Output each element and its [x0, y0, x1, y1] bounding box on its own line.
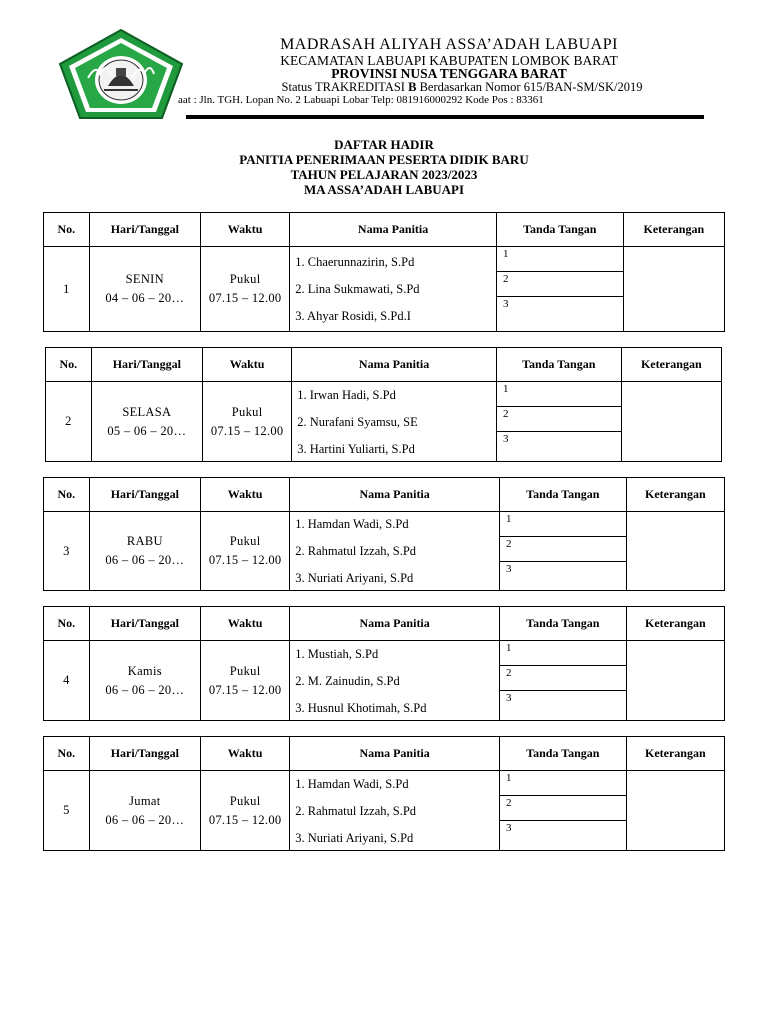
names-cell	[292, 382, 497, 462]
district-line: KECAMATAN LABUAPI KABUPATEN LOMBOK BARAT	[280, 53, 618, 68]
doc-title: DAFTAR HADIR	[334, 137, 434, 152]
time-range: 07.15 – 12.00	[208, 682, 282, 697]
signature-box[interactable]: 3	[502, 298, 509, 310]
time-label: Pukul	[229, 272, 261, 286]
province-line: PROVINSI NUSA TENGGARA BARAT	[331, 66, 567, 81]
col-note-header: Keterangan	[621, 348, 721, 382]
signature-box[interactable]: 3	[502, 433, 509, 445]
signature-cell	[500, 771, 627, 851]
row-number: 5	[44, 771, 90, 851]
col-day-header: Hari/Tanggal	[91, 348, 202, 382]
time-cell	[201, 771, 290, 851]
doc-year: TAHUN PELAJARAN 2023/2023	[290, 167, 478, 182]
committee-member: 2. Lina Sukmawati, S.Pd	[295, 282, 420, 296]
time-cell	[201, 247, 290, 332]
time-range: 07.15 – 12.00	[208, 812, 282, 827]
accreditation-line	[0, 80, 768, 95]
row-number: 2	[46, 382, 92, 462]
committee-member: 3. Ahyar Rosidi, S.Pd.I	[295, 309, 411, 323]
col-day-header: Hari/Tanggal	[89, 213, 200, 247]
signature-box[interactable]: 2	[500, 537, 626, 562]
col-name-header: Nama Panitia	[290, 607, 500, 641]
day-name: SENIN	[125, 272, 164, 286]
col-day-header: Hari/Tanggal	[89, 478, 200, 512]
col-note-header: Keterangan	[626, 607, 724, 641]
table-row	[44, 247, 725, 332]
note-cell[interactable]	[626, 641, 724, 721]
signature-box[interactable]: 3	[506, 692, 512, 704]
committee-member: 1. Mustiah, S.Pd	[295, 646, 379, 661]
accreditation-prefix: Status TRAKREDITASI	[281, 80, 409, 94]
accreditation-suffix: Berdasarkan Nomor 615/BAN-SM/SK/2019	[416, 80, 643, 94]
col-day-header: Hari/Tanggal	[89, 737, 200, 771]
time-cell	[201, 641, 290, 721]
day-date: 06 – 06 – 20…	[105, 553, 185, 567]
note-cell[interactable]	[626, 771, 724, 851]
col-note-header: Keterangan	[626, 737, 724, 771]
day-cell	[89, 512, 200, 591]
note-cell[interactable]	[626, 512, 724, 591]
committee-member: 3. Nuriati Ariyani, S.Pd	[295, 571, 414, 585]
attendance-table-4	[43, 606, 725, 721]
signature-cell	[500, 512, 627, 591]
signature-box[interactable]: 3	[506, 822, 512, 834]
col-name-header: Nama Panitia	[290, 737, 500, 771]
col-name-header: Nama Panitia	[290, 213, 497, 247]
time-range: 07.15 – 12.00	[208, 553, 282, 567]
col-no-header: No.	[44, 478, 90, 512]
row-number: 1	[44, 247, 90, 332]
day-date: 04 – 06 – 20…	[105, 291, 185, 305]
table-row	[44, 771, 725, 851]
day-date: 06 – 06 – 20…	[105, 682, 185, 697]
names-cell	[290, 641, 500, 721]
col-time-header: Waktu	[203, 348, 292, 382]
day-cell	[89, 771, 200, 851]
signature-box[interactable]: 2	[497, 407, 621, 432]
committee-member: 1. Hamdan Wadi, S.Pd	[295, 517, 409, 531]
address-line: aat : Jln. TGH. Lopan No. 2 Labuapi Lobar Telp: 081916000292 Kode Pos : 83361	[178, 94, 544, 106]
signature-box[interactable]: 3	[506, 563, 512, 575]
signature-cell	[496, 382, 621, 462]
col-no-header: No.	[44, 737, 90, 771]
committee-member: 1. Irwan Hadi, S.Pd	[297, 387, 396, 402]
row-number: 3	[44, 512, 90, 591]
col-day-header: Hari/Tanggal	[89, 607, 200, 641]
time-cell	[201, 512, 290, 591]
table-row	[44, 641, 725, 721]
table-row	[46, 382, 722, 462]
accreditation-grade: B	[408, 80, 417, 94]
time-range: 07.15 – 12.00	[208, 291, 282, 305]
signature-box[interactable]: 1	[497, 247, 623, 272]
day-cell	[89, 641, 200, 721]
col-sign-header: Tanda Tangan	[496, 348, 621, 382]
committee-member: 3. Nuriati Ariyani, S.Pd	[295, 830, 414, 845]
signature-cell	[496, 247, 623, 332]
col-sign-header: Tanda Tangan	[496, 213, 623, 247]
committee-member: 3. Hartini Yuliarti, S.Pd	[297, 441, 415, 456]
attendance-table-1	[43, 212, 725, 332]
time-range: 07.15 – 12.00	[210, 423, 284, 438]
time-cell	[203, 382, 292, 462]
day-date: 05 – 06 – 20…	[107, 423, 187, 438]
signature-box[interactable]: 2	[497, 272, 623, 297]
day-cell	[89, 247, 200, 332]
attendance-table-3	[43, 477, 725, 591]
names-cell	[290, 247, 497, 332]
committee-member: 2. Nurafani Syamsu, SE	[297, 414, 418, 429]
signature-box[interactable]: 2	[500, 796, 626, 821]
col-time-header: Waktu	[201, 607, 290, 641]
day-date: 06 – 06 – 20…	[105, 812, 185, 827]
day-name: Kamis	[127, 663, 162, 678]
school-name: MADRASAH ALIYAH ASSA’ADAH LABUAPI	[280, 36, 618, 53]
names-cell	[290, 512, 500, 591]
time-label: Pukul	[229, 663, 261, 678]
doc-subtitle: PANITIA PENERIMAAN PESERTA DIDIK BARU	[239, 152, 529, 167]
col-no-header: No.	[44, 607, 90, 641]
time-label: Pukul	[229, 793, 261, 808]
col-sign-header: Tanda Tangan	[500, 607, 627, 641]
col-name-header: Nama Panitia	[292, 348, 497, 382]
col-no-header: No.	[46, 348, 92, 382]
day-name: SELASA	[122, 404, 172, 419]
col-note-header: Keterangan	[623, 213, 724, 247]
doc-school: MA ASSA’ADAH LABUAPI	[303, 182, 465, 197]
committee-member: 2. M. Zainudin, S.Pd	[295, 673, 400, 688]
col-sign-header: Tanda Tangan	[500, 478, 627, 512]
signature-box[interactable]: 1	[500, 512, 626, 537]
col-no-header: No.	[44, 213, 90, 247]
col-time-header: Waktu	[201, 478, 290, 512]
letterhead-rule	[186, 115, 704, 119]
table-row	[44, 512, 725, 591]
time-label: Pukul	[229, 534, 261, 548]
day-cell	[91, 382, 202, 462]
committee-member: 1. Chaerunnazirin, S.Pd	[295, 255, 415, 269]
signature-box[interactable]: 1	[500, 641, 626, 666]
time-label: Pukul	[231, 404, 263, 419]
col-note-header: Keterangan	[626, 478, 724, 512]
note-cell[interactable]	[623, 247, 724, 332]
day-name: RABU	[126, 534, 163, 548]
attendance-table-5	[43, 736, 725, 851]
committee-member: 1. Hamdan Wadi, S.Pd	[295, 776, 409, 791]
col-sign-header: Tanda Tangan	[500, 737, 627, 771]
committee-member: 2. Rahmatul Izzah, S.Pd	[295, 544, 417, 558]
col-time-header: Waktu	[201, 737, 290, 771]
col-name-header: Nama Panitia	[290, 478, 500, 512]
signature-box[interactable]: 2	[500, 666, 626, 691]
committee-member: 2. Rahmatul Izzah, S.Pd	[295, 803, 417, 818]
signature-cell	[500, 641, 627, 721]
signature-box[interactable]: 1	[497, 382, 621, 407]
attendance-table-2	[45, 347, 722, 462]
note-cell[interactable]	[621, 382, 721, 462]
signature-box[interactable]: 1	[500, 771, 626, 796]
names-cell	[290, 771, 500, 851]
row-number: 4	[44, 641, 90, 721]
committee-member: 3. Husnul Khotimah, S.Pd	[295, 700, 427, 715]
day-name: Jumat	[129, 793, 161, 808]
col-time-header: Waktu	[201, 213, 290, 247]
